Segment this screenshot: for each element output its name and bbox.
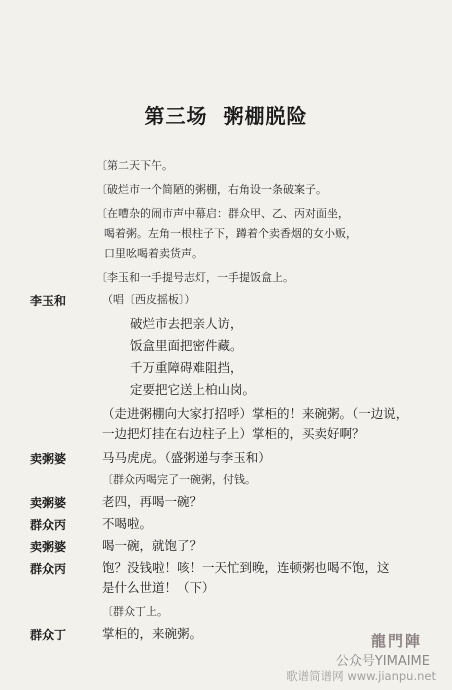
stage-direction: 口里吆喝着卖货声。 xyxy=(104,247,203,260)
speaker-name: 卖粥婆 xyxy=(30,496,67,510)
scene-title xyxy=(0,100,452,129)
stage-direction: 喝着粥。左角一根柱子下，蹲着个卖香烟的女小贩， xyxy=(104,227,357,240)
sung-direction: （唱〔西皮摇板〕） xyxy=(102,293,196,306)
lyric-line: 定要把它送上柏山岗。 xyxy=(130,382,256,397)
dialogue-line: 马马虎虎。（盛粥递与李玉和） xyxy=(102,450,271,465)
speaker-name: 卖粥婆 xyxy=(30,540,67,554)
lyric-line: 饭盒里面把密件藏。 xyxy=(130,338,243,353)
speaker-name: 群众丁 xyxy=(30,628,67,642)
scene-number: 第三场 xyxy=(144,104,208,128)
watermark-logo: 龍門陣 xyxy=(370,632,422,650)
speaker-name: 李玉和 xyxy=(30,294,67,308)
speaker-name: 卖粥婆 xyxy=(30,452,67,466)
dialogue-line: 不喝啦。 xyxy=(102,516,153,531)
watermark-site: 公众号YIMAIME xyxy=(335,654,430,669)
speaker-name: 群众丙 xyxy=(30,562,67,576)
dialogue-line: 一边把灯挂在右边柱子上）掌柜的，买卖好啊？ xyxy=(102,426,365,441)
lyric-line: 破烂市去把亲人访， xyxy=(130,316,243,331)
dialogue-line: （走进粥棚向大家打招呼）掌柜的！来碗粥。（一边说， xyxy=(102,406,409,421)
speaker-name: 群众丙 xyxy=(30,518,67,532)
dialogue-line: 掌柜的，来碗粥。 xyxy=(102,626,203,641)
stage-direction: 〔在嘈杂的闹市声中幕启：群众甲、乙、丙对面坐， xyxy=(96,207,349,220)
lyric-line: 千万重障碍难阻挡， xyxy=(130,360,243,375)
scene-name: 粥棚脱险 xyxy=(223,104,308,128)
stage-direction: 〔李玉和一手提号志灯，一手提饭盒上。 xyxy=(96,271,294,284)
stage-direction: 〔群众丁上。 xyxy=(102,605,168,618)
dialogue-line: 是什么世道！（下） xyxy=(102,580,215,595)
dialogue-line: 喝一碗，就饱了？ xyxy=(102,538,203,553)
dialogue-line: 饱？没钱啦！咳！一天忙到晚，连顿粥也喝不饱，这 xyxy=(102,560,390,575)
stage-direction: 〔破烂市一个简陋的粥棚，右角设一条破案子。 xyxy=(96,183,327,196)
dialogue-line: 老四，再喝一碗？ xyxy=(102,494,203,509)
stage-direction: 〔第二天下午。 xyxy=(96,159,173,172)
watermark-footer: 歌谱简谱网 www.jianpu.net xyxy=(286,669,436,683)
stage-direction: 〔群众丙喝完了一碗粥，付钱。 xyxy=(102,473,256,486)
